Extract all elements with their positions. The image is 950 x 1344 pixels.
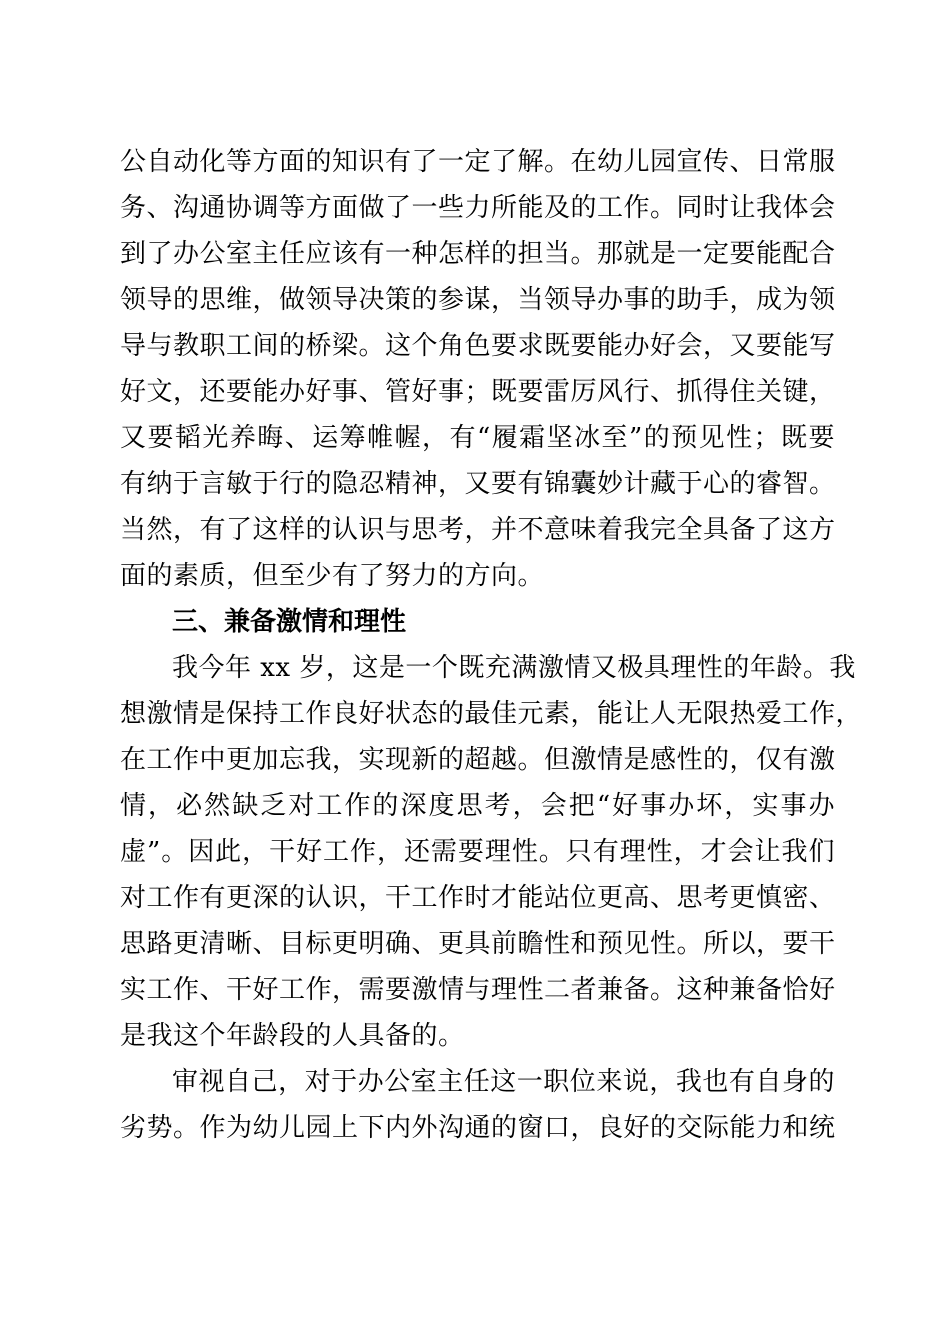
text-line: 领导的思维，做领导决策的参谋，当领导办事的助手，成为领 [120, 285, 836, 315]
text-line: 情，必然缺乏对工作的深度思考，会把“好事办坏，实事办 [120, 791, 835, 821]
text-line: 公自动化等方面的知识有了一定了解。在幼儿园宣传、日常服 [120, 147, 836, 177]
text-line: 面的素质，但至少有了努力的方向。 [120, 561, 545, 591]
text-line: 审视自己，对于办公室主任这一职位来说，我也有自身的 [172, 1067, 835, 1097]
text-line: 思路更清晰、目标更明确、更具前瞻性和预见性。所以，要干 [120, 929, 836, 959]
text-line: 到了办公室主任应该有一种怎样的担当。那就是一定要能配合 [120, 239, 836, 269]
text-line: 务、沟通协调等方面做了一些力所能及的工作。同时让我体会 [120, 193, 836, 223]
text-line: 劣势。作为幼儿园上下内外沟通的窗口，良好的交际能力和统 [120, 1113, 836, 1143]
text-line: 好文，还要能办好事、管好事；既要雷厉风行、抓得住关键， [120, 377, 836, 407]
text-line: 有纳于言敏于行的隐忍精神，又要有锦囊妙计藏于心的睿智。 [120, 469, 836, 499]
text-line: 导与教职工间的桥梁。这个角色要求既要能办好会，又要能写 [120, 331, 836, 361]
text-line: 我今年 xx 岁，这是一个既充满激情又极具理性的年龄。我 [172, 653, 856, 683]
text-line: 想激情是保持工作良好状态的最佳元素，能让人无限热爱工作， [120, 699, 863, 729]
text-line: 实工作、干好工作，需要激情与理性二者兼备。这种兼备恰好 [120, 975, 836, 1005]
text-line: 当然，有了这样的认识与思考，并不意味着我完全具备了这方 [120, 515, 836, 545]
text-line: 是我这个年龄段的人具备的。 [120, 1021, 465, 1051]
text-line: 对工作有更深的认识，干工作时才能站位更高、思考更慎密、 [120, 883, 836, 913]
section-heading: 三、兼备激情和理性 [172, 607, 407, 637]
text-line: 在工作中更加忘我，实现新的超越。但激情是感性的，仅有激 [120, 745, 836, 775]
text-line: 虚”。因此，干好工作，还需要理性。只有理性，才会让我们 [120, 837, 835, 867]
text-line: 又要韬光养晦、运筹帷幄，有“履霜坚冰至”的预见性；既要 [120, 423, 835, 453]
